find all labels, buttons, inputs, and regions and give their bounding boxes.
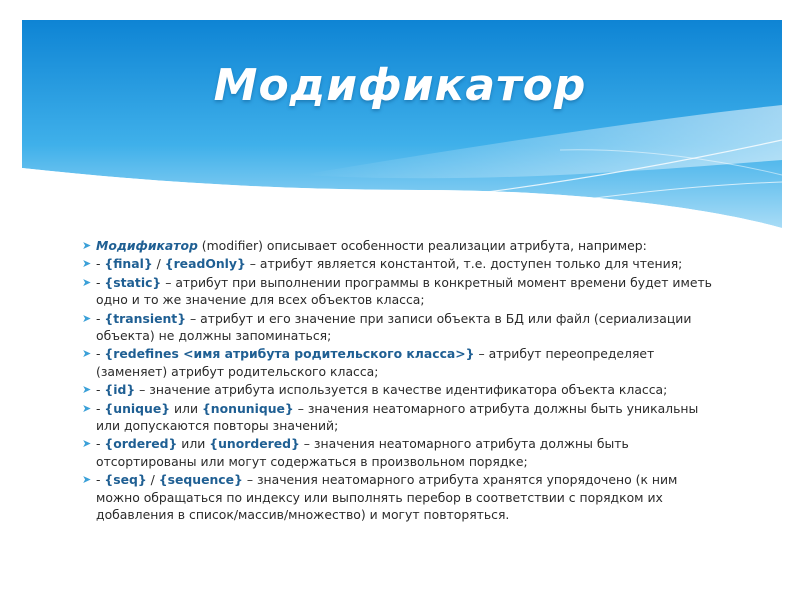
keyword-text: {unique}	[104, 400, 171, 416]
list-item	[82, 400, 722, 435]
body-text: -	[96, 382, 105, 398]
body-text: – значения неатомарного атрибута хранятся упорядочено (к ним можно обращаться по индексу или выполнять перебор в соответствии с порядком их добавления в список/массив/множество) и могут повторяться.	[96, 472, 678, 523]
keyword-text: {unordered}	[209, 436, 300, 452]
arrow-bullet-icon: ➤	[82, 473, 92, 487]
keyword-text: Модификатор	[96, 238, 198, 253]
keyword-text: {seq}	[104, 472, 147, 488]
list-item	[82, 471, 722, 523]
bullet-list	[82, 237, 722, 524]
body-text: -	[96, 436, 105, 452]
body-text: (modifier) описывает особенности реализации атрибута, например:	[197, 238, 647, 253]
arrow-bullet-icon: ➤	[82, 275, 92, 289]
keyword-text: {redefines <имя атрибута родительского класса>}	[104, 346, 475, 362]
body-text: или	[170, 400, 202, 416]
keyword-text: {nonunique}	[201, 400, 294, 416]
body-text: -	[96, 346, 105, 362]
keyword-text: {transient}	[104, 310, 187, 326]
list-item	[82, 255, 722, 272]
arrow-bullet-icon: ➤	[82, 347, 92, 361]
header-banner	[0, 0, 800, 240]
list-item	[82, 381, 722, 398]
body-text: -	[96, 472, 105, 488]
arrow-bullet-icon: ➤	[82, 383, 92, 397]
body-text: – атрибут при выполнении программы в конкретный момент времени будет иметь одно и то же значение для всех объектов класса;	[96, 274, 712, 308]
body-text: или	[177, 436, 210, 452]
keyword-text: {static}	[104, 274, 162, 290]
body-text: – атрибут и его значение при записи объекта в БД или файл (сериализации объекта) не должны запоминаться;	[96, 310, 692, 344]
body-text: -	[96, 400, 105, 416]
keyword-text: {sequence}	[158, 472, 243, 488]
arrow-bullet-icon: ➤	[82, 257, 92, 271]
body-text: – атрибут является константой, т.е. доступен только для чтения;	[245, 256, 683, 272]
body-text: – значение атрибута используется в качестве идентификатора объекта класса;	[135, 382, 668, 398]
body-text: – атрибут переопределяет (заменяет) атрибут родительского класса;	[96, 346, 655, 379]
keyword-text: {ordered}	[104, 436, 178, 452]
list-item	[82, 274, 722, 309]
keyword-text: {id}	[104, 382, 136, 398]
arrow-bullet-icon: ➤	[82, 311, 92, 325]
arrow-bullet-icon: ➤	[82, 437, 92, 451]
body-text: /	[146, 472, 159, 488]
slide-title: Модификатор	[213, 60, 587, 111]
list-item	[82, 345, 722, 380]
list-item	[82, 310, 722, 345]
body-text: -	[96, 310, 105, 326]
body-text: – значения неатомарного атрибута должны быть уникальны или допускаются повторы значений;	[96, 400, 699, 434]
arrow-bullet-icon: ➤	[82, 401, 92, 415]
keyword-text: {readOnly}	[164, 256, 246, 272]
body-text: – значения неатомарного атрибута должны быть отсортированы или могут содержаться в произвольном порядке;	[96, 436, 629, 469]
body-text: -	[96, 274, 105, 290]
slide-body	[82, 237, 722, 525]
list-item	[82, 435, 722, 470]
list-item	[82, 237, 722, 254]
keyword-text: {final}	[104, 256, 153, 272]
body-text: -	[96, 256, 105, 272]
arrow-bullet-icon: ➤	[82, 239, 92, 252]
body-text: /	[152, 256, 165, 272]
